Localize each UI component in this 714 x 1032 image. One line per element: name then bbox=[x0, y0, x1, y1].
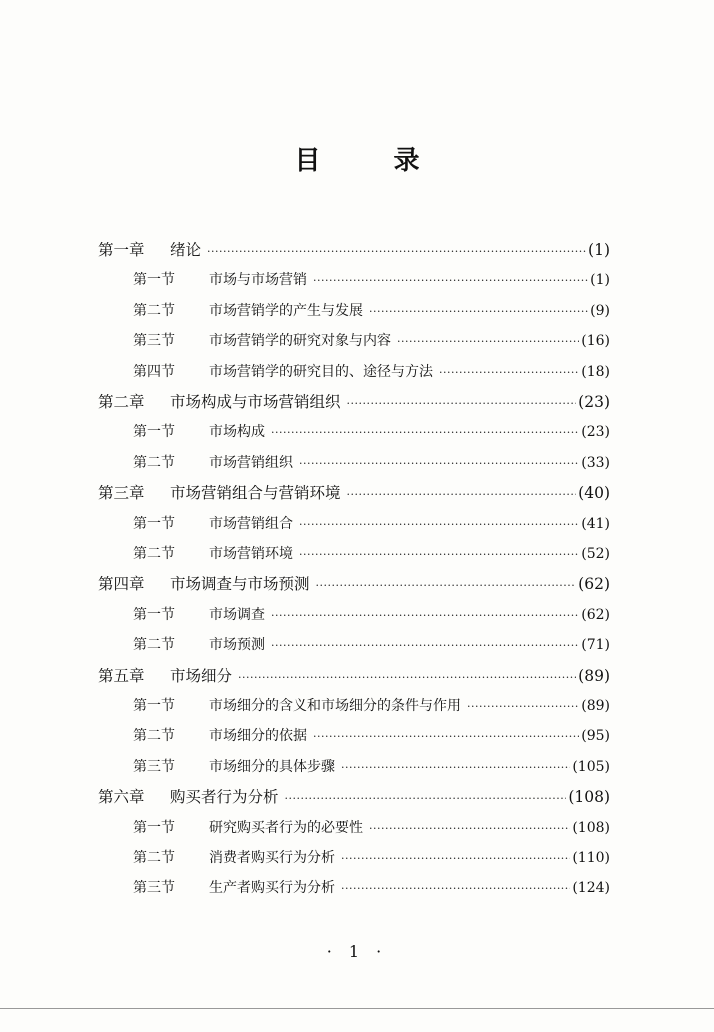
toc-entry-title: 市场细分的含义和市场细分的条件与作用 bbox=[209, 698, 461, 714]
toc-entry-number: 第一节 bbox=[133, 272, 175, 289]
toc-dot-leader bbox=[341, 877, 570, 901]
toc-dot-leader bbox=[271, 421, 579, 445]
toc-section-entry[interactable] bbox=[133, 724, 610, 748]
toc-entry-number: 第一节 bbox=[133, 819, 175, 836]
toc-entry-title: 购买者行为分析 bbox=[170, 788, 279, 807]
toc-dot-leader bbox=[369, 300, 588, 324]
toc-dot-leader bbox=[299, 543, 579, 567]
toc-section-entry[interactable] bbox=[133, 755, 610, 779]
toc-entry-number: 第二章 bbox=[98, 393, 145, 411]
toc-section-entry[interactable] bbox=[133, 694, 610, 718]
toc-entry-number: 第三节 bbox=[133, 333, 175, 350]
toc-dot-leader bbox=[207, 240, 586, 264]
toc-entry-number: 第二节 bbox=[133, 302, 175, 319]
toc-dot-leader bbox=[313, 269, 588, 293]
toc-section-entry[interactable] bbox=[133, 512, 610, 536]
toc-dot-leader bbox=[316, 574, 577, 598]
toc-dot-leader bbox=[285, 787, 567, 811]
toc-section-entry[interactable] bbox=[133, 816, 610, 840]
toc-entry-title: 生产者购买行为分析 bbox=[209, 880, 335, 897]
toc-entry-title: 市场调查 bbox=[209, 606, 265, 623]
toc-page-reference: (1) bbox=[590, 272, 610, 289]
toc-page-reference: (124) bbox=[572, 880, 610, 897]
toc-entry-title: 市场营销组合 bbox=[209, 515, 293, 532]
toc-section-entry[interactable] bbox=[133, 420, 610, 444]
toc-entry-number: 第二节 bbox=[133, 637, 175, 654]
toc-page-reference: (105) bbox=[572, 758, 610, 775]
toc-section-entry[interactable] bbox=[133, 268, 610, 292]
toc-dot-leader bbox=[299, 513, 579, 537]
toc-section-entry[interactable] bbox=[133, 876, 610, 900]
toc-entry-title: 绪论 bbox=[170, 241, 202, 259]
toc-entry-title: 市场营销组织 bbox=[209, 454, 293, 471]
toc-entry-title: 研究购买者行为的必要性 bbox=[209, 819, 363, 836]
toc-page-reference: (62) bbox=[578, 575, 610, 594]
toc-dot-leader bbox=[341, 847, 570, 871]
toc-page-reference: (40) bbox=[578, 484, 610, 503]
toc-chapter-entry[interactable] bbox=[98, 390, 610, 414]
toc-page-reference: (89) bbox=[578, 666, 610, 685]
toc-entry-number: 第一节 bbox=[133, 606, 175, 623]
toc-dot-leader bbox=[347, 392, 577, 416]
toc-page-reference: (110) bbox=[572, 850, 610, 866]
toc-entry-number: 第三章 bbox=[98, 484, 145, 503]
toc-entry-title: 消费者购买行为分析 bbox=[209, 850, 335, 866]
toc-page-reference: (23) bbox=[578, 393, 610, 411]
toc-entry-number: 第四节 bbox=[133, 363, 175, 380]
toc-page-reference: (23) bbox=[581, 424, 610, 441]
toc-entry-title: 市场预测 bbox=[209, 637, 265, 654]
toc-dot-leader bbox=[238, 666, 576, 690]
toc-chapter-entry[interactable] bbox=[98, 785, 610, 809]
toc-section-entry[interactable] bbox=[133, 603, 610, 627]
toc-chapter-entry[interactable] bbox=[98, 664, 610, 688]
toc-entry-title: 市场营销组合与营销环境 bbox=[170, 484, 341, 503]
toc-dot-leader bbox=[467, 695, 579, 719]
toc-entry-title: 市场营销学的研究对象与内容 bbox=[209, 333, 391, 350]
toc-entry-number: 第二节 bbox=[133, 546, 175, 562]
toc-dot-leader bbox=[341, 756, 570, 780]
toc-entry-title: 市场构成与市场营销组织 bbox=[170, 393, 341, 411]
toc-section-entry[interactable] bbox=[133, 846, 610, 870]
toc-entry-number: 第一节 bbox=[133, 515, 175, 532]
toc-entry-title: 市场细分的依据 bbox=[209, 728, 307, 745]
toc-page-reference: (95) bbox=[581, 728, 610, 745]
toc-section-entry[interactable] bbox=[133, 633, 610, 657]
toc-dot-leader bbox=[299, 452, 579, 476]
toc-page-reference: (41) bbox=[581, 515, 610, 532]
toc-section-entry[interactable] bbox=[133, 329, 610, 353]
toc-dot-leader bbox=[271, 604, 579, 628]
toc-page-reference: (71) bbox=[581, 637, 610, 654]
toc-entry-number: 第三节 bbox=[133, 880, 175, 897]
toc-entry-title: 市场营销环境 bbox=[209, 546, 293, 562]
toc-entry-title: 市场营销学的产生与发展 bbox=[209, 302, 363, 319]
toc-dot-leader bbox=[313, 725, 579, 749]
toc-dot-leader bbox=[439, 361, 579, 385]
toc-page-reference: (9) bbox=[590, 302, 610, 319]
toc-section-entry[interactable] bbox=[133, 451, 610, 475]
toc-page-reference: (18) bbox=[581, 363, 610, 380]
toc-page-reference: (108) bbox=[568, 788, 610, 807]
toc-page-reference: (62) bbox=[581, 606, 610, 623]
toc-entry-number: 第二节 bbox=[133, 850, 175, 866]
toc-entry-title: 市场细分 bbox=[170, 666, 233, 685]
toc-dot-leader bbox=[347, 483, 577, 507]
toc-page-reference: (33) bbox=[581, 454, 610, 471]
toc-entry-number: 第五章 bbox=[98, 666, 145, 685]
page-title: 目 录 bbox=[294, 146, 452, 176]
toc-dot-leader bbox=[397, 330, 579, 354]
toc-page-reference: (16) bbox=[581, 333, 610, 350]
toc-dot-leader bbox=[369, 817, 570, 841]
toc-page-reference: (108) bbox=[572, 819, 610, 836]
toc-entry-title: 市场营销学的研究目的、途径与方法 bbox=[209, 363, 433, 380]
toc-chapter-entry[interactable] bbox=[98, 572, 610, 596]
toc-chapter-entry[interactable] bbox=[98, 481, 610, 505]
toc-page-reference: (89) bbox=[581, 698, 610, 714]
toc-chapter-entry[interactable] bbox=[98, 238, 610, 262]
toc-entry-title: 市场构成 bbox=[209, 424, 265, 441]
toc-section-entry[interactable] bbox=[133, 542, 610, 566]
scan-edge-line bbox=[0, 1008, 714, 1009]
toc-entry-title: 市场调查与市场预测 bbox=[170, 575, 310, 594]
toc-entry-number: 第一章 bbox=[98, 241, 145, 259]
toc-page-reference: (1) bbox=[588, 241, 610, 259]
toc-dot-leader bbox=[271, 634, 579, 658]
toc-entry-number: 第二节 bbox=[133, 454, 175, 471]
toc-page-reference: (52) bbox=[581, 546, 610, 562]
toc-entry-number: 第一节 bbox=[133, 424, 175, 441]
toc-entry-number: 第一节 bbox=[133, 698, 175, 714]
toc-section-entry[interactable] bbox=[133, 360, 610, 384]
toc-entry-number: 第四章 bbox=[98, 575, 145, 594]
toc-entry-number: 第六章 bbox=[98, 788, 145, 807]
toc-entry-title: 市场细分的具体步骤 bbox=[209, 758, 335, 775]
toc-entry-number: 第二节 bbox=[133, 728, 175, 745]
page-number: · 1 · bbox=[326, 942, 388, 961]
toc-section-entry[interactable] bbox=[133, 299, 610, 323]
toc-entry-number: 第三节 bbox=[133, 758, 175, 775]
toc-entry-title: 市场与市场营销 bbox=[209, 272, 307, 289]
